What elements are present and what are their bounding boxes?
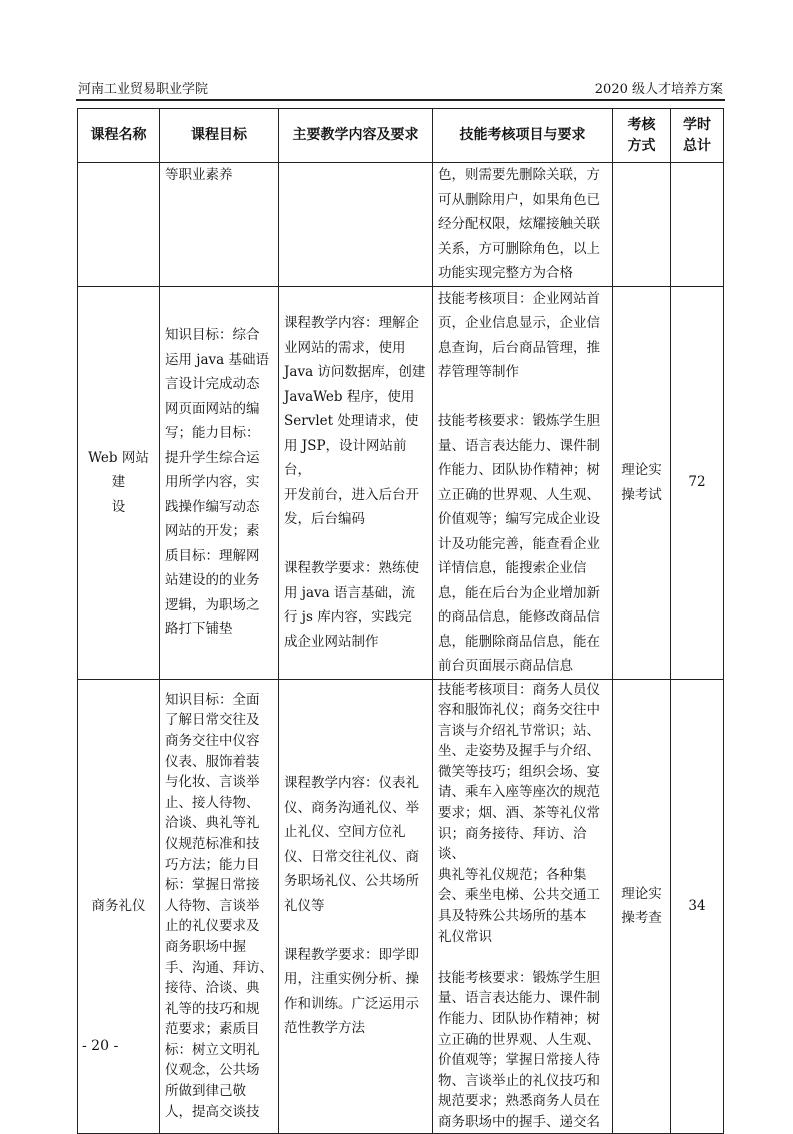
page-number: - 20 -: [82, 1038, 119, 1054]
column-header: 考核 方式: [613, 109, 671, 163]
header-institution: 河南工业贸易职业学院: [78, 82, 209, 97]
column-header: 课程目标: [160, 109, 279, 163]
course-content-cell: 课程教学内容：仪表礼 仪、商务沟通礼仪、举 止礼仪、空间方位礼 仪、日常交往礼仪、商 务职场礼仪、公共场所 礼仪等 课程教学要求：即学即 用，注重实例分析、操 作和训练。广泛运用示 范性教学方法: [279, 679, 433, 1133]
skills-cell: 技能考核项目：企业网站首 页，企业信息显示，企业信 息查询，后台商品管理，推 荐管理等制作 技能考核要求：锻炼学生胆 量、语言表达能力、课件制 作能力、团队协作精神；树 立正确的世界观、人生观、 价值观等；编写完成企业设 计及功能完善，能查看企业 详情信息，能搜索企业信 息，能在后台为企业增加新 的商品信息，能修改商品信 息，能删除商品信息，能在 前台页面展示商品信息: [433, 286, 613, 679]
table-row: [78, 286, 724, 679]
skills-cell: 技能考核项目：商务人员仪 容和服饰礼仪；商务交往中 言谈与介绍礼节常识；站、 坐、走姿势及握手与介绍、 微笑等技巧；组织会场、宴 请、乘车入座等座次的规范 要求；烟、酒、茶等礼仪常 识；商务接待、拜访、洽谈、 典礼等礼仪规范；各种集 会、乘坐电梯、公共交通工 具及特殊公共场所的基本 礼仪常识 技能考核要求：锻炼学生胆 量、语言表达能力、课件制 作能力、团队协作精神；树 立正确的世界观、人生观、 价值观等；掌握日常接人待 物、言谈举止的礼仪技巧和 规范要求；熟悉商务人员在 商务职场中的握手、递交名: [433, 679, 613, 1133]
header-divider: [76, 99, 725, 101]
column-header: 学时 总计: [671, 109, 724, 163]
table-header-row: [78, 109, 724, 163]
course-name-cell: Web 网站建 设: [78, 286, 160, 679]
column-header: 课程名称: [78, 109, 160, 163]
header-document-title: 2020 级人才培养方案: [594, 82, 723, 97]
column-header: 技能考核项目与要求: [433, 109, 613, 163]
column-header: 主要教学内容及要求: [279, 109, 433, 163]
hours-cell: 34: [671, 679, 724, 1133]
course-goal-cell: 知识目标：综合 运用 java 基础语 言设计完成动态 网页面网站的编 写；能力目标： 提升学生综合运 用所学内容，实 践操作编写动态 网站的开发；素 质目标：理解网 站建设的的业务 逻辑，为职场之 路打下铺垫: [160, 286, 279, 679]
table-row: [78, 679, 724, 1133]
course-name-cell: 商务礼仪: [78, 679, 160, 1133]
course-table: [77, 108, 724, 1134]
hours-cell: [671, 163, 724, 287]
hours-cell: 72: [671, 286, 724, 679]
assessment-method-cell: 理论实 操考试: [613, 286, 671, 679]
assessment-method-cell: 理论实 操考查: [613, 679, 671, 1133]
course-goal-cell: 知识目标：全面 了解日常交往及 商务交往中仪容 仪表、服饰着装 与化妆、言谈举 止、接人待物、 洽谈、典礼等礼 仪规范标准和技 巧方法；能力目 标：掌握日常接 人待物、言谈举 止的礼仪要求及 商务职场中握 手、沟通、拜访、 接待、洽谈、典 礼等的技巧和规 范要求；素质目 标：树立文明礼 仪观念，公共场 所做到律己敬 人，提高交谈技: [160, 679, 279, 1133]
course-content-cell: [279, 163, 433, 287]
course-goal-cell: 等职业素养: [160, 163, 279, 287]
course-content-cell: 课程教学内容：理解企 业网站的需求，使用 Java 访问数据库，创建 JavaWeb 程序，使用 Servlet 处理请求，使 用 JSP，设计网站前台， 开发前台，进入后台开 发，后台编码 课程教学要求：熟练使 用 java 语言基础，流 行 js 库内容，实践完 成企业网站制作: [279, 286, 433, 679]
assessment-method-cell: [613, 163, 671, 287]
table-row: [78, 163, 724, 287]
skills-cell: 色，则需要先删除关联，方 可从删除用户，如果角色已 经分配权限，炫耀接触关联 关系，方可删除角色，以上 功能实现完整方为合格: [433, 163, 613, 287]
course-name-cell: [78, 163, 160, 287]
